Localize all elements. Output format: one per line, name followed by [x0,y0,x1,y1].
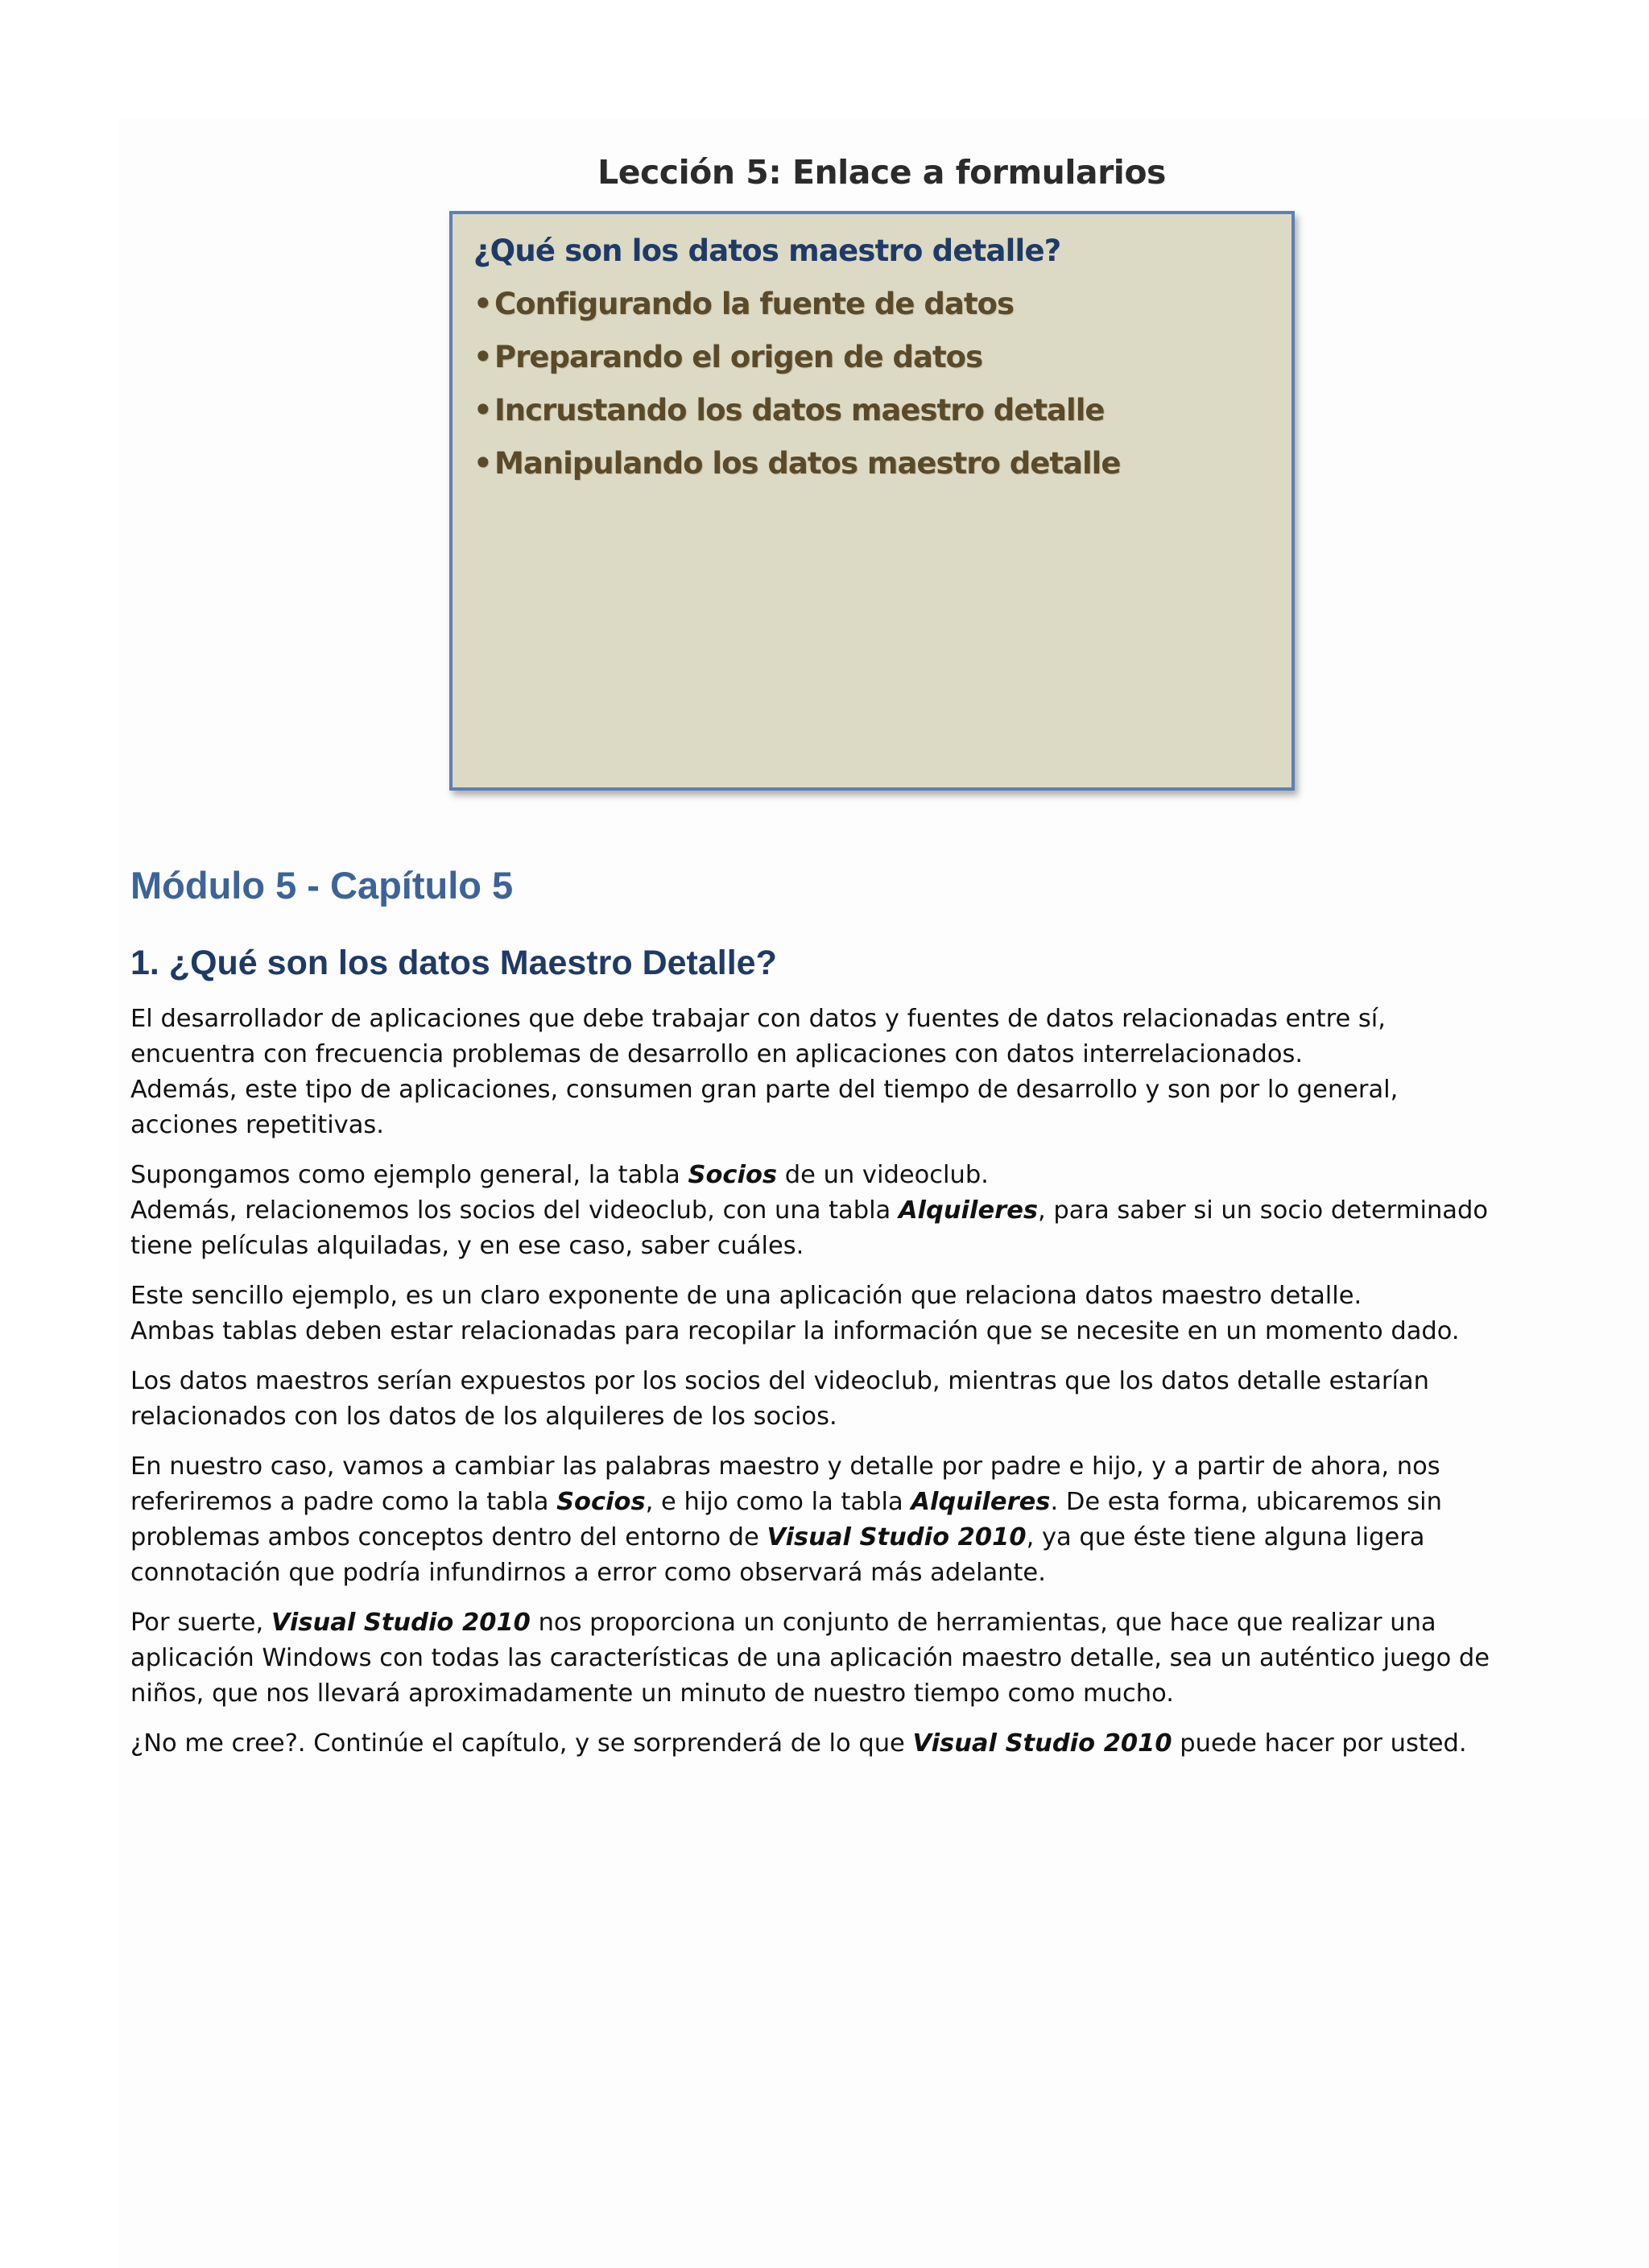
slide-bullet-item [473,446,1292,481]
emphasis-socios: Socios [556,1488,646,1516]
emphasis-alquileres: Alquileres [911,1488,1051,1516]
text-line: acciones repetitivas. [130,1111,384,1139]
paragraph-intro [130,1002,1612,1143]
bullet-icon: • [473,340,492,374]
text-run: Supongamos como ejemplo general, la tabla [130,1161,688,1189]
slide-bullet-text: Preparando el origen de datos [494,340,983,374]
slide-bullet-item [473,340,1292,375]
text-run: aplicación Windows con todas las características de una aplicación maestro detalle, sea un auténtico juego de [130,1644,1490,1672]
paragraph-tools [130,1605,1612,1712]
slide-image [449,211,1295,791]
text-run: tiene películas alquiladas, y en ese caso, saber cuáles. [130,1232,804,1260]
section-title: 1. ¿Qué son los datos Maestro Detalle? [130,944,777,982]
text-line: encuentra con frecuencia problemas de desarrollo en aplicaciones con datos interrelacionados. [130,1040,1304,1068]
paragraph-master-data [130,1364,1612,1435]
slide-heading: ¿Qué son los datos maestro detalle? [473,233,1061,268]
text-run: En nuestro caso, vamos a cambiar las palabras maestro y detalle por padre e hijo, y a partir de ahora, nos [130,1452,1440,1481]
slide-bullet-list [473,287,1292,481]
text-line: relacionados con los datos de los alquileres de los socios. [130,1403,837,1431]
paragraph-closing [130,1726,1612,1762]
slide-bullet-text: Configurando la fuente de datos [494,287,1014,321]
text-run: referiremos a padre como la tabla [130,1488,557,1516]
slide-bullet-item [473,287,1292,322]
text-run: . De esta forma, ubicaremos sin [1050,1488,1442,1516]
text-run: niños, que nos llevará aproximadamente un minuto de nuestro tiempo como mucho. [130,1679,1174,1708]
paragraph-example [130,1158,1612,1264]
bullet-icon: • [473,446,492,481]
text-run: connotación que podría infundirnos a error como observará más adelante. [130,1559,1046,1587]
emphasis-visual-studio: Visual Studio 2010 [767,1523,1027,1551]
emphasis-socios: Socios [688,1161,778,1189]
slide-bullet-text: Manipulando los datos maestro detalle [494,446,1121,481]
paragraph-parent-child [130,1449,1612,1591]
emphasis-alquileres: Alquileres [898,1196,1039,1225]
text-run: problemas ambos conceptos dentro del entorno de [130,1523,767,1551]
text-run: , para saber si un socio determinado [1038,1196,1488,1225]
lesson-title: Lección 5: Enlace a formularios [597,153,1166,192]
text-line: Ambas tablas deben estar relacionadas para recopilar la información que se necesite en un momento dado. [130,1317,1460,1345]
module-title: Módulo 5 - Capítulo 5 [130,864,514,907]
text-line: El desarrollador de aplicaciones que debe trabajar con datos y fuentes de datos relacionadas entre sí, [130,1005,1386,1033]
slide-bullet-item [473,393,1292,428]
text-run: nos proporciona un conjunto de herramientas, que hace que realizar una [530,1609,1436,1637]
bullet-icon: • [473,393,492,428]
text-run: puede hacer por usted. [1172,1729,1467,1758]
text-run: Por suerte, [130,1609,271,1637]
text-run: , ya que éste tiene alguna ligera [1026,1523,1425,1551]
slide-bullet-text: Incrustando los datos maestro detalle [494,393,1105,428]
text-run: ¿No me cree?. Continúe el capítulo, y se sorprenderá de lo que [130,1729,913,1758]
text-run: , e hijo como la tabla [645,1488,911,1516]
emphasis-visual-studio: Visual Studio 2010 [912,1729,1172,1758]
paragraph-exponent [130,1279,1612,1349]
emphasis-visual-studio: Visual Studio 2010 [271,1609,531,1637]
text-line: Este sencillo ejemplo, es un claro exponente de una aplicación que relaciona datos maestro detalle. [130,1282,1362,1310]
bullet-icon: • [473,287,492,321]
text-run: Además, relacionemos los socios del videoclub, con una tabla [130,1196,899,1225]
text-line: Los datos maestros serían expuestos por los socios del videoclub, mientras que los datos detalle estarían [130,1367,1429,1395]
text-line: Además, este tipo de aplicaciones, consumen gran parte del tiempo de desarrollo y son por lo general, [130,1076,1399,1104]
document-body [130,860,1612,1776]
text-run: de un videoclub. [777,1161,989,1189]
